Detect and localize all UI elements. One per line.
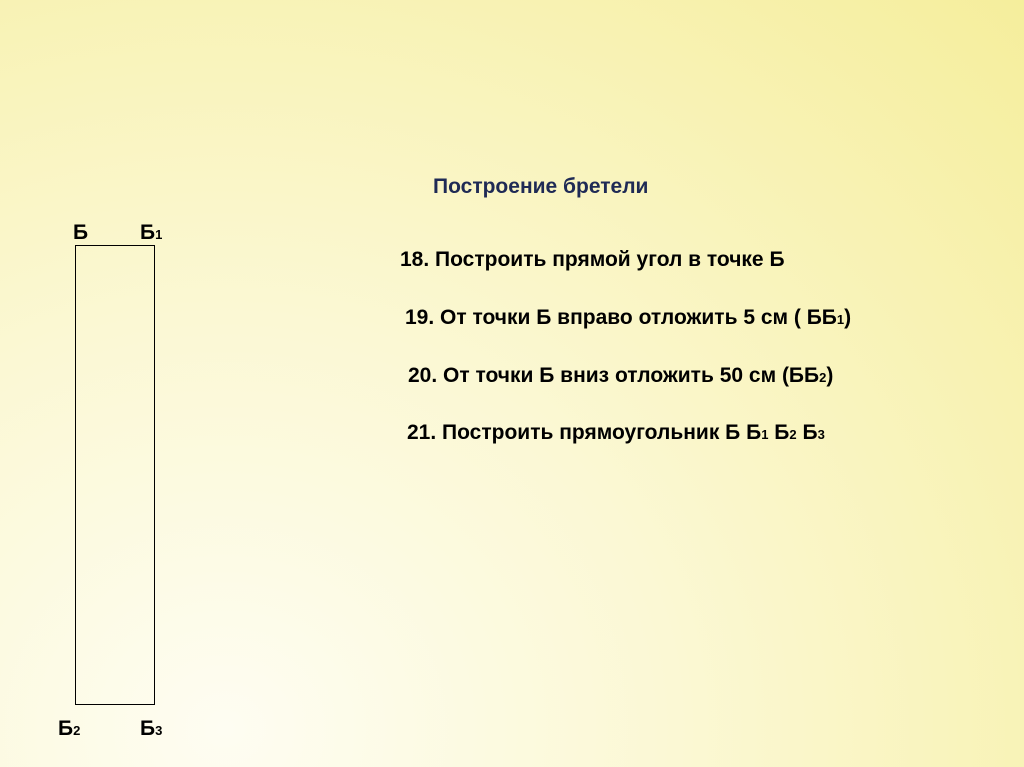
step-21-mid-1: Б <box>768 421 790 444</box>
point-b3-subscript: 3 <box>155 723 163 738</box>
strap-rectangle <box>75 245 155 705</box>
point-b3-letter: Б <box>140 717 156 740</box>
point-label-b1 <box>140 221 162 245</box>
point-b2-subscript: 2 <box>73 723 81 738</box>
step-18 <box>400 248 785 272</box>
step-18-text: 18. Построить прямой угол в точке Б <box>400 248 785 271</box>
step-21-subscript-2: 2 <box>789 427 797 442</box>
step-21 <box>407 421 825 445</box>
step-21-subscript-3: 3 <box>817 427 825 442</box>
step-20-subscript: 2 <box>819 370 827 385</box>
point-label-b2 <box>58 717 80 741</box>
step-20-text: 20. От точки Б вниз отложить 50 см (ББ <box>408 364 820 387</box>
point-label-b <box>73 221 88 245</box>
step-20 <box>408 364 833 388</box>
step-19-tail: ) <box>844 306 852 329</box>
step-19-subscript: 1 <box>836 312 845 327</box>
step-20-tail: ) <box>826 364 834 387</box>
step-21-subscript-1: 1 <box>761 427 769 442</box>
point-label-b3 <box>140 717 162 741</box>
point-b1-letter: Б <box>140 221 156 244</box>
point-b-letter: Б <box>73 221 89 244</box>
point-b1-subscript: 1 <box>155 227 163 242</box>
step-19-text: 19. От точки Б вправо отложить 5 см ( ББ <box>405 306 837 329</box>
step-21-text: 21. Построить прямоугольник Б Б <box>407 421 762 444</box>
slide-title: Построение бретели <box>433 175 649 198</box>
step-21-mid-2: Б <box>796 421 818 444</box>
point-b2-letter: Б <box>58 717 74 740</box>
step-19 <box>405 306 851 330</box>
